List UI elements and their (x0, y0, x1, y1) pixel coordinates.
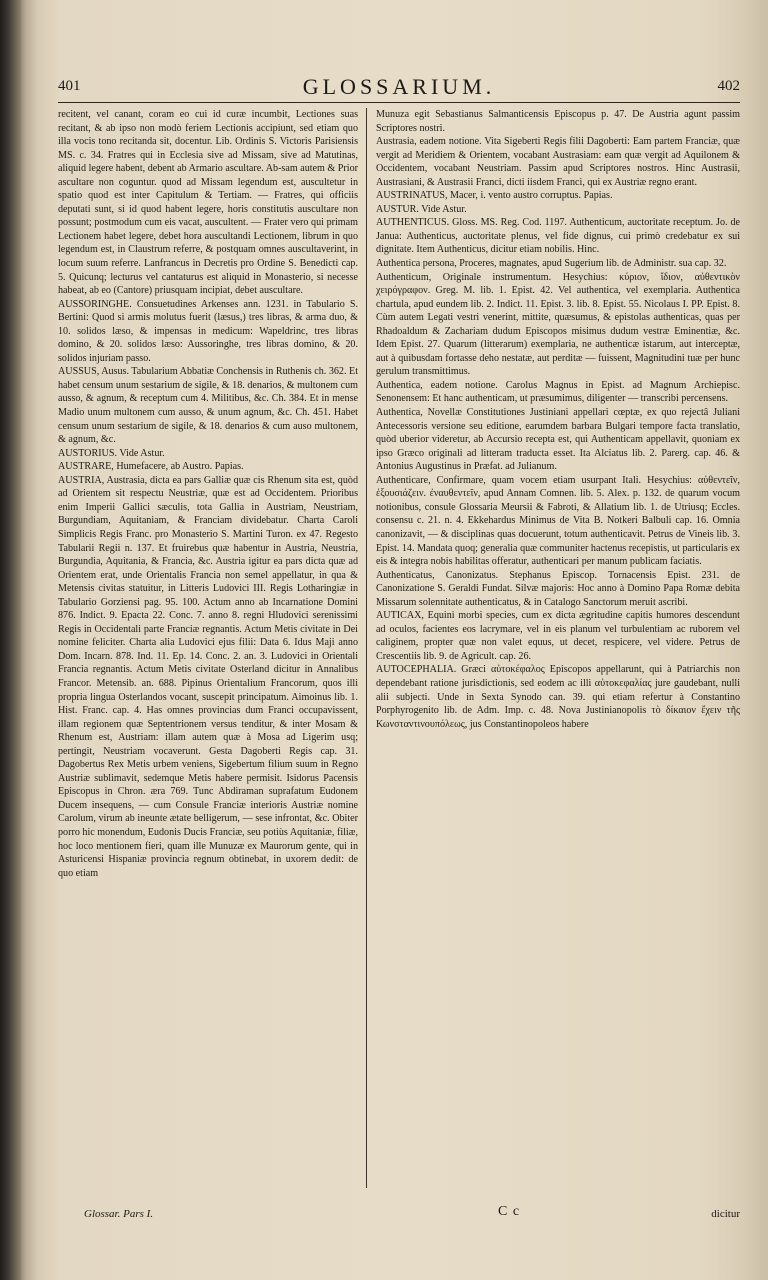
entry-authentica-persona: Authentica persona, Proceres, magnates, apud Sugerium lib. de Administr. sua cap. 32. (376, 258, 727, 270)
book-binding (0, 0, 22, 1280)
entry-authenticum: Authenticum, Originale instrumentum. Hesychius: κύριον, ἴδιον, αὐθεντικὸν χειρόγραφον. Greg. M. lib. 1. Epist. 42. Vel authentica, vel exemplaria. Authentica chartula, apud eundem lib. 2. Indict. 11. Epist. 3. lib. 8. Epist. 55. Nicolaus I. PP. Epist. 8. Cùm autem Legati vestri venerint, mittite, quæsumus, & epistolas authenticas, quas per Rhadoaldum & Zachariam dudum Episcopos misimus dudum vestræ Eminentiæ, &c. Idem Epist. 27. Quarum (litterarum) exemplaria, ne authenticæ istarum, aut interceptæ, aut à quibusdam fortasse deho nestatæ, aut perditæ — fuissent, Magnitudini tuæ per hunc gerulum transmittimus. (376, 271, 740, 378)
entry-austrinatus: AUSTRINATUS, Macer, i. vento austro corruptus. Papias. (376, 190, 613, 202)
left-column (58, 108, 358, 1218)
page-number-left: 401 (58, 78, 81, 94)
signature-line: Glossar. Pars I. (84, 1208, 154, 1220)
entry-austorius: AUSTORIUS. Vide Astur. (58, 447, 165, 459)
page-number-right: 402 (717, 78, 740, 94)
entry-austria: AUSTRIA, Austrasia, dicta ea pars Galliæ quæ cis Rhenum sita est, quòd ad Orientem sit respectu Neustriæ, quæ est ad Occidentem. Prioribus enim Imperii Gallici sæculis, tota Gallia in Austriam, Neustriam, Burgundiam, Aquitaniam, & Franciam dividebatur. Charta Caroli Simplicis Regis Franc. pro Monasterio S. Martini Turon. ex 47. Regesto Tabularii Regii n. 137. Et fruirebus quæ habentur in Austria, Neustria, Burgundia, Aquitania, & Francia, &c. Austria igitur ea pars dicta quæ ad Orientem erat, unde Orientalis Francia non semel appellatur, in qua & Metensis civitas statuitur, in Litteris Ludovici III. Regis Lotharingiæ in Tabulario Gorziensi pag. 95. 100. Actum anno ab Incarnatione Domini 876. Indict. 9. Epacta 22. Conc. 7. anno 8. regni Hludovici serenissimi Regis in Occidentali parte Franciæ regnantis. Actum Metis civitate in Dei nomine feliciter. Charta alia Ludovici ejus filii: Data 6. Idus Maji anno Dom. Incarn. 878. Ind. 11. Ep. 14. Conc. 2. an. 3. Ludovici in Orientali Francia regnantis. Actum Metis civitate Osterland dicitur in Annalibus Francor. Metensib. an. 688. Pipinus Orientalium Francorum, quos illi propria lingua Osterlandos vocant, suscepit principatum. Aimoinus lib. 1. Hist. Franc. cap. 4. Has omnes provincias dum Franci occupavissent, illam regionem quæ Septentrionem versus tenditur, & inter Mosam & Rhenum est, Austriam: illam autem quæ à Mosa ad Ligerim usq; pertingit, Neustriam vocaverunt. Gesta Dagoberti Regis cap. 31. Dagobertus Rex Metis urbem veniens, Sigebertum filium suum in Regno Austriæ sublimavit, sedemque Metis habere permisit. Isidorus Pacensis Episcopus in Chron. æra 769. Tunc Abdiraman suprafatum Eudonem Ducem insequens, — cum Consule Franciæ interioris Austriæ nomine Carolum, virum ab ineunte ætate belligerum, — sese infrontat, &c. Obiter porro hic monendum, Eudonis Ducis Franciæ, seu potiùs Aquitaniæ, filiæ, hoc loco mentionem fieri, quam ille Munuzæ ex Maurorum gente, qui in Asturicensi Hispaniæ provincia regnum obtinebat, in uxorem dedit: de quo etiam (58, 474, 358, 879)
entry-auticax: AUTICAX, Equini morbi species, cum ex dicta ægritudine capitis humores descendunt ad oculos, facientes eos lacrymare, vel in eis planum vel turbulentiam ac ruborem vel caliginem, propter quæ non valet equus, ut decet, respicere, vel videre. Petrus de Crescentiis lib. 9. de Agricult. cap. 26. (376, 610, 740, 662)
header-rule (58, 102, 740, 103)
entry-authentica: Authentica, eadem notione. Carolus Magnus in Epist. ad Magnum Archiepisc. Senonensem: Et hanc authenticam, ut præsumimus, diligenter — transcribi percensens. (376, 379, 740, 405)
entry-authenticatus: Authenticatus, Canonizatus. Stephanus Episcop. Tornacensis Epist. 231. de Canonizatione S. Geraldi Fundat. Silvæ majoris: Hoc anno à Domino Papa Romæ debita Missarum solennitate authenticatus, & in Catalogo Sanctorum meruit ascribi. (376, 569, 740, 608)
entry-autocephalia: AUTOCEPHALIA. Græci αὐτοκέφαλος Episcopos appellarunt, qui à Patriarchis non dependebant ratione jurisdictionis, sed eodem ac illi αὐτοκεφαλίας jure gaudebant, nulli alii subjecti. Unde in Sexta Synodo can. 39. qui etiam refertur à Constantino Porphyrogenito lib. de Adm. Imp. c. 48. Nova Justinianopolis τὸ δίκαιον ἔχειν τῆς Κωνσταντινουπόλεως, jus Constantinopoleos habere (376, 664, 740, 730)
entry-paragraph: recitent, vel canant, coram eo cui id curæ incumbit, Lectiones suas recitant, & ab ipso non modò feriem Lectionis accipiunt, sed etiam quo illa vocis tono recitanda sit, docentur. Lib. Ordinis S. Victoris Parisiensis MS. c. 34. Fratres qui in Ecclesia sive ad Missam, sive ad Matutinas, aliquid legere habent, debent ab Armario ascultare. Ab-sam autem & Prior ascultare non coguntur. quod ad Missam legendum est, auscultetur in spatio quod est inter Capitulum & Tertiam. — Fratres, qui officiis deputati sunt, si id quod habent legere, horis constitutis auscultare non possunt; postmodum cum eis vacat, auscultent. — Frater vero qui primam Lectionem habet legere, debet hora auscultandi Lectionem, librum in quo legendum est, in Claustrum referre, & postquam omnes auscultaverint, in locum suum referre. Lanfrancus in Decretis pro Ordine S. Benedicti cap. 5. Quicunq; lecturus vel cantaturus est aliquid in Monasterio, si necesse habeat, ab eo (Cantore) priusquam incipiat, debet auscultare. (58, 109, 358, 297)
document-page (58, 74, 740, 1248)
entry-paragraph: Munuza egit Sebastianus Salmanticensis Episcopus p. 47. De Austria agunt passim Scriptores nostri. (376, 109, 740, 134)
running-title: GLOSSARIUM. (302, 74, 496, 99)
entry-austur: AUSTUR. Vide Astur. (376, 203, 467, 215)
page-footer (58, 1204, 740, 1228)
signature-mark: C c (498, 1204, 521, 1219)
page-header (58, 74, 740, 102)
column-divider (366, 108, 367, 1188)
entry-aussus: AUSSUS, Ausus. Tabularium Abbatiæ Conchensis in Ruthenis ch. 362. Et habet censum unum sestarium de sigile, & 18. denarios, & multonem cum ausso, & agnum, & receptum cum 4. Militibus, &c. Ch. 384. Et in mense Madio unum multonem cum ausso, & unum agnum, &c. Ch. 451. Habet censum unum sestarium de sigile, & 18. denarios & cum auso multonem, & agnum, &c. (58, 366, 358, 446)
entry-austrasia: Austrasia, eadem notione. Vita Sigeberti Regis filii Dagoberti: Eam partem Franciæ, quæ vergit ad Meridiem & Orientem, vocabant Austrasiam: eam quæ vergit ad Aquilonem & Occidentem, vocabant Neustriam. Passim apud Scriptores nostros. Hinc Austrasii, Austrasiani, & Austrasii Franci, dicti iisdem Franci, qui ex Austriæ regno erant. (376, 136, 740, 188)
entry-aussoringhe: AUSSORINGHE. Consuetudines Arkenses ann. 1231. in Tabulario S. Bertini: Quod si armis molutus fuerit (læsus,) tres libras, & arma duo, & 10. solidos læso, & impensas in medicum: Wapeldrinc, tres libras domino, & 20. solidos læso: Aussoringhe, tres libras domino, & 20. solidos injuriam passo. (58, 298, 358, 364)
entry-austrare: AUSTRARE, Humefacere, ab Austro. Papias. (58, 461, 244, 473)
right-column (376, 108, 740, 1218)
entry-authenticare: Authenticare, Confirmare, quam vocem etiam usurpant Itali. Hesychius: αὐθεντεῖν, ἐξουσιάζειν. ἐναυθεντεῖν, apud Annam Comnen. lib. 5. Alex. p. 132. de quarum vocum notionibus, consule Glossaria Meursii & Fabroti, & Allatium lib. 1. de Utriusq; Eccles. consensu c. 21. n. 4. Ekkehardus Minimus de Vita B. Notkeri Balbuli cap. 16. Omnia canonizavit, — & disciplinas quas docuerunt, totum authenticavit. Petrus de Vineis lib. 3. Epist. 14. Mandata quoq; generalia quæ communiter hactenus recepistis, ut particularis ex eis & integra nobis habilitas offeratur, authenticari per manum publicam faciatis. (376, 474, 740, 568)
catchword: dicitur (711, 1208, 740, 1220)
entry-authentica-novellae: Authentica, Novellæ Constitutiones Justiniani appellari cœptæ, ex quo rejectâ Juliani Antecessoris versione seu editione, earumdem barbara Bulgari tempore facta translatio, quòd uberior videretur, ab Accursio recepta est, qui Authenticam appellavit, quoniam ex ipso Græco originali ad litteram traducta esset. Ita Alciatus lib. 2. Parerg. cap. 46. & Antonius Augustinus in Præfat. ad Julianum. (376, 407, 740, 473)
entry-authenticus: AUTHENTICUS. Gloss. MS. Reg. Cod. 1197. Authenticum, auctoritate receptum. Jo. de Janua: Authenticus, auctoritate plenus, vel fide dignus, cui primò credebatur ex sui dignitate. Item Authenticus, dicitur etiam nobilis. Hinc. (376, 217, 740, 256)
